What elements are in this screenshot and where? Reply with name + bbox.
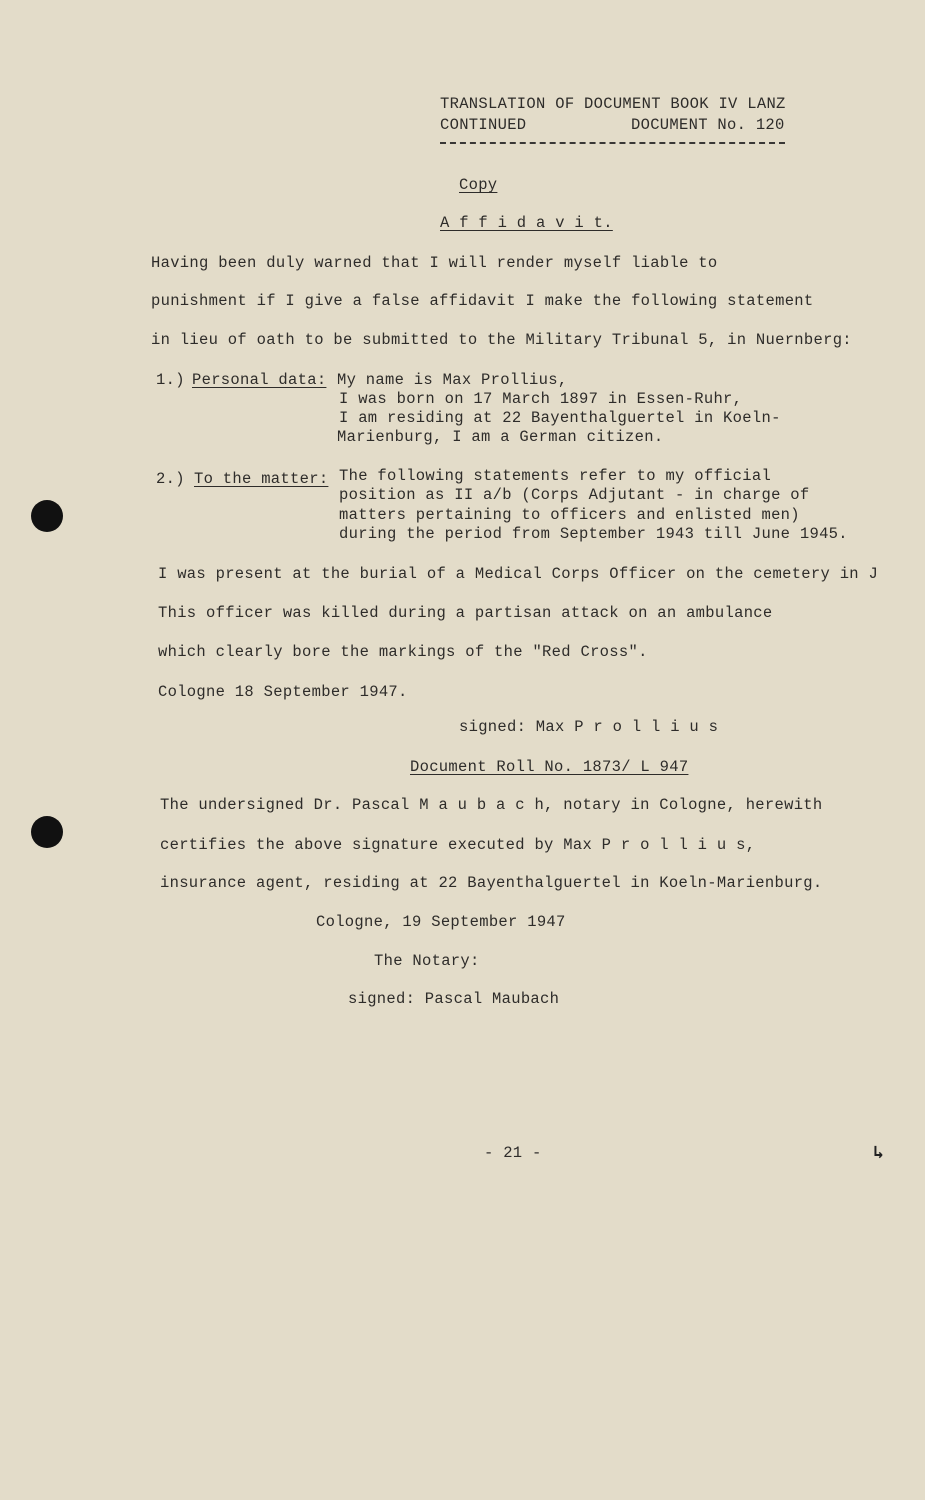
item-2-line-3: matters pertaining to officers and enlisted men) — [339, 506, 800, 524]
item-1-line-3: I am residing at 22 Bayenthalguertel in Koeln- — [339, 409, 781, 427]
body-line-3: which clearly bore the markings of the "Red Cross". — [158, 643, 648, 661]
body-line-2: This officer was killed during a partisan attack on an ambulance — [158, 604, 773, 622]
header-line-1: TRANSLATION OF DOCUMENT BOOK IV LANZ — [440, 95, 786, 113]
header-rule — [440, 142, 785, 144]
cert-date: Cologne, 19 September 1947 — [316, 913, 566, 931]
item-2-number: 2.) — [156, 470, 185, 488]
place-date: Cologne 18 September 1947. — [158, 683, 408, 701]
item-2-line-2: position as II a/b (Corps Adjutant - in charge of — [339, 486, 810, 504]
body-line-1: I was present at the burial of a Medical Corps Officer on the cemetery in J — [158, 565, 879, 583]
notary-signed: signed: Pascal Maubach — [348, 990, 560, 1008]
signature-line: signed: Max P r o l l i u s — [459, 718, 719, 736]
item-2-line-4: during the period from September 1943 till June 1945. — [339, 525, 848, 543]
intro-line-3: in lieu of oath to be submitted to the Military Tribunal 5, in Nuernberg: — [151, 331, 852, 349]
intro-line-1: Having been duly warned that I will render myself liable to — [151, 254, 718, 272]
cert-line-1: The undersigned Dr. Pascal M a u b a c h, notary in Cologne, herewith — [160, 796, 823, 814]
item-1-line-4: Marienburg, I am a German citizen. — [337, 428, 664, 446]
page-number: - 21 - — [484, 1144, 542, 1162]
item-2-label: To the matter: — [194, 470, 329, 488]
notary-label: The Notary: — [374, 952, 480, 970]
edge-mark-icon: ↳ — [873, 1144, 885, 1164]
punch-hole-bottom — [31, 816, 63, 848]
intro-line-2: punishment if I give a false affidavit I make the following statement — [151, 292, 814, 310]
document-roll: Document Roll No. 1873/ L 947 — [410, 758, 689, 776]
item-1-line-2: I was born on 17 March 1897 in Essen-Ruhr, — [339, 390, 743, 408]
punch-hole-top — [31, 500, 63, 532]
item-1-line-1: My name is Max Prollius, — [337, 371, 568, 389]
item-1-label: Personal data: — [192, 371, 327, 389]
item-1-number: 1.) — [156, 371, 185, 389]
item-2-line-1: The following statements refer to my official — [339, 467, 772, 485]
cert-line-3: insurance agent, residing at 22 Bayenthalguertel in Koeln-Marienburg. — [160, 874, 823, 892]
header-document-number: DOCUMENT No. 120 — [631, 116, 785, 134]
cert-line-2: certifies the above signature executed by Max P r o l l i u s, — [160, 836, 756, 854]
document-title: A f f i d a v i t. — [440, 214, 613, 232]
copy-label: Copy — [459, 176, 498, 194]
header-continued: CONTINUED — [440, 116, 527, 134]
